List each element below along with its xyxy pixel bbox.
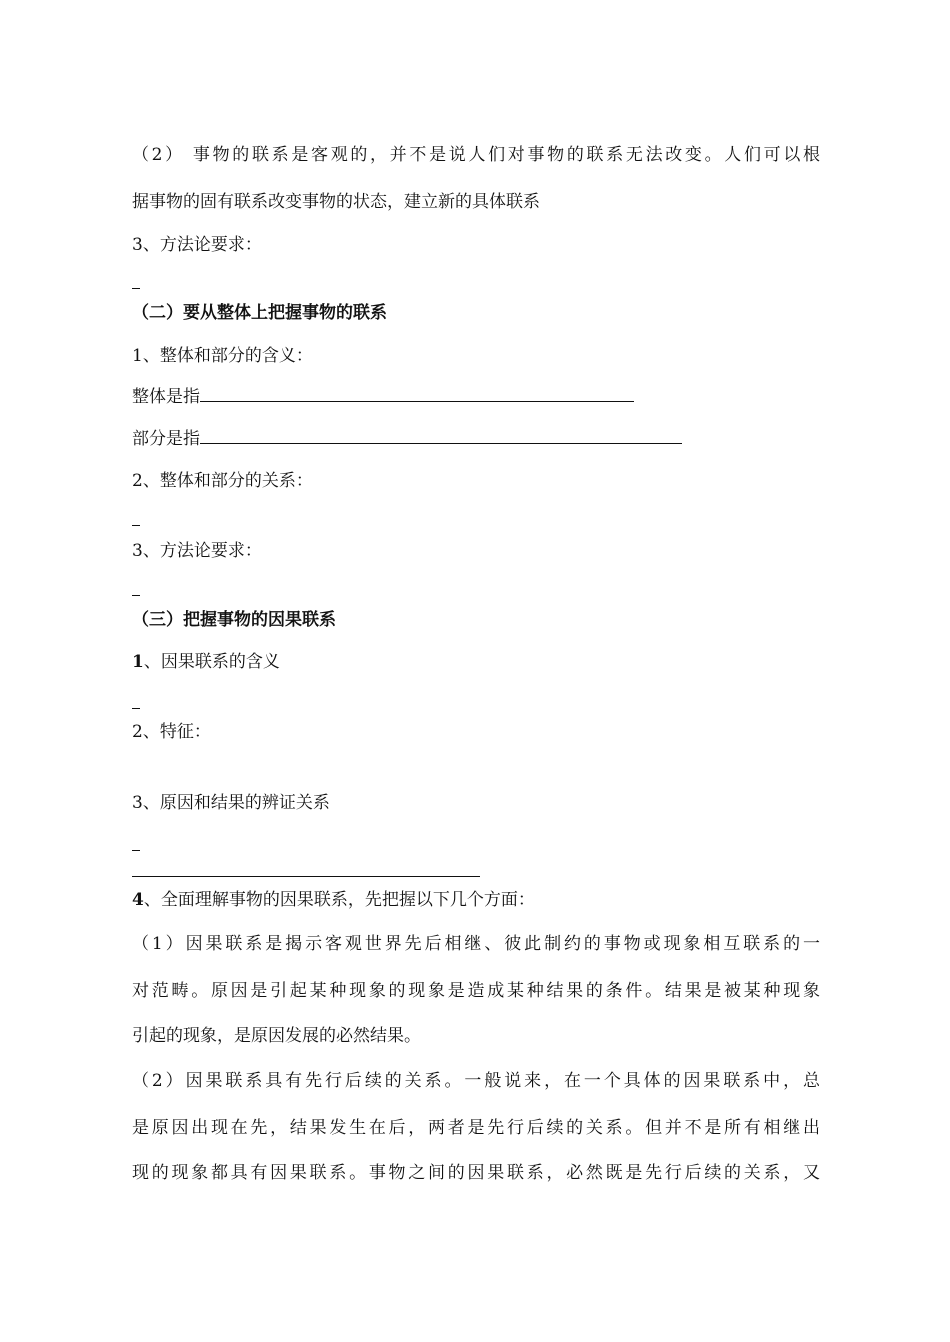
- causal-point-1-line-3: 引起的现象，是原因发展的必然结果。: [132, 1026, 421, 1046]
- answer-blank-2: [132, 525, 140, 526]
- answer-blank-4: [132, 708, 140, 709]
- whole-definition-blank: [200, 387, 634, 402]
- part-definition-label: 部分是指: [132, 429, 200, 449]
- answer-rule-line: [132, 876, 480, 877]
- item-4-intro: [132, 889, 535, 911]
- causal-point-2-line-1: （2）因果联系具有先行后续的关系。一般说来，在一个具体的因果联系中，总: [132, 1071, 820, 1091]
- whole-definition-label: 整体是指: [132, 387, 200, 407]
- paragraph-2-line-2: 据事物的固有联系改变事物的状态，建立新的具体联系: [132, 192, 540, 212]
- causal-meaning-text: 、因果联系的含义: [143, 652, 280, 672]
- answer-blank-5: [132, 850, 140, 851]
- whole-definition-line: [132, 386, 634, 408]
- causal-point-1-line-1: （1）因果联系是揭示客观世界先后相继、彼此制约的事物或现象相互联系的一: [132, 934, 820, 954]
- part-definition-blank: [200, 429, 682, 444]
- method-requirement-2: 3、方法论要求：: [132, 541, 262, 561]
- item-4-number: 4: [132, 890, 144, 910]
- causal-point-2-line-3: 现的现象都具有因果联系。事物之间的因果联系，必然既是先行后续的关系，又: [132, 1163, 820, 1183]
- section-heading-3: （三）把握事物的因果联系: [132, 610, 336, 630]
- whole-part-meaning: 1、整体和部分的含义：: [132, 346, 313, 366]
- section-heading-2: （二）要从整体上把握事物的联系: [132, 303, 387, 323]
- features-label: 2、特征：: [132, 722, 211, 742]
- causal-meaning-number: 1: [132, 652, 144, 672]
- answer-blank-3: [132, 595, 140, 596]
- whole-part-relation: 2、整体和部分的关系：: [132, 471, 313, 491]
- causal-meaning: [132, 651, 280, 673]
- part-definition-line: [132, 428, 682, 450]
- item-4-text: 、全面理解事物的因果联系，先把握以下几个方面：: [143, 890, 535, 910]
- causal-point-2-line-2: 是原因出现在先，结果发生在后，两者是先行后续的关系。但并不是所有相继出: [132, 1118, 820, 1138]
- causal-point-1-line-2: 对范畴。原因是引起某种现象的现象是造成某种结果的条件。结果是被某种现象: [132, 981, 820, 1001]
- cause-effect-dialectic: 3、原因和结果的辨证关系: [132, 793, 330, 813]
- answer-blank-1: [132, 288, 140, 289]
- paragraph-2-line-1: （2） 事物的联系是客观的，并不是说人们对事物的联系无法改变。人们可以根: [132, 145, 820, 165]
- method-requirement-1: 3、方法论要求：: [132, 235, 262, 255]
